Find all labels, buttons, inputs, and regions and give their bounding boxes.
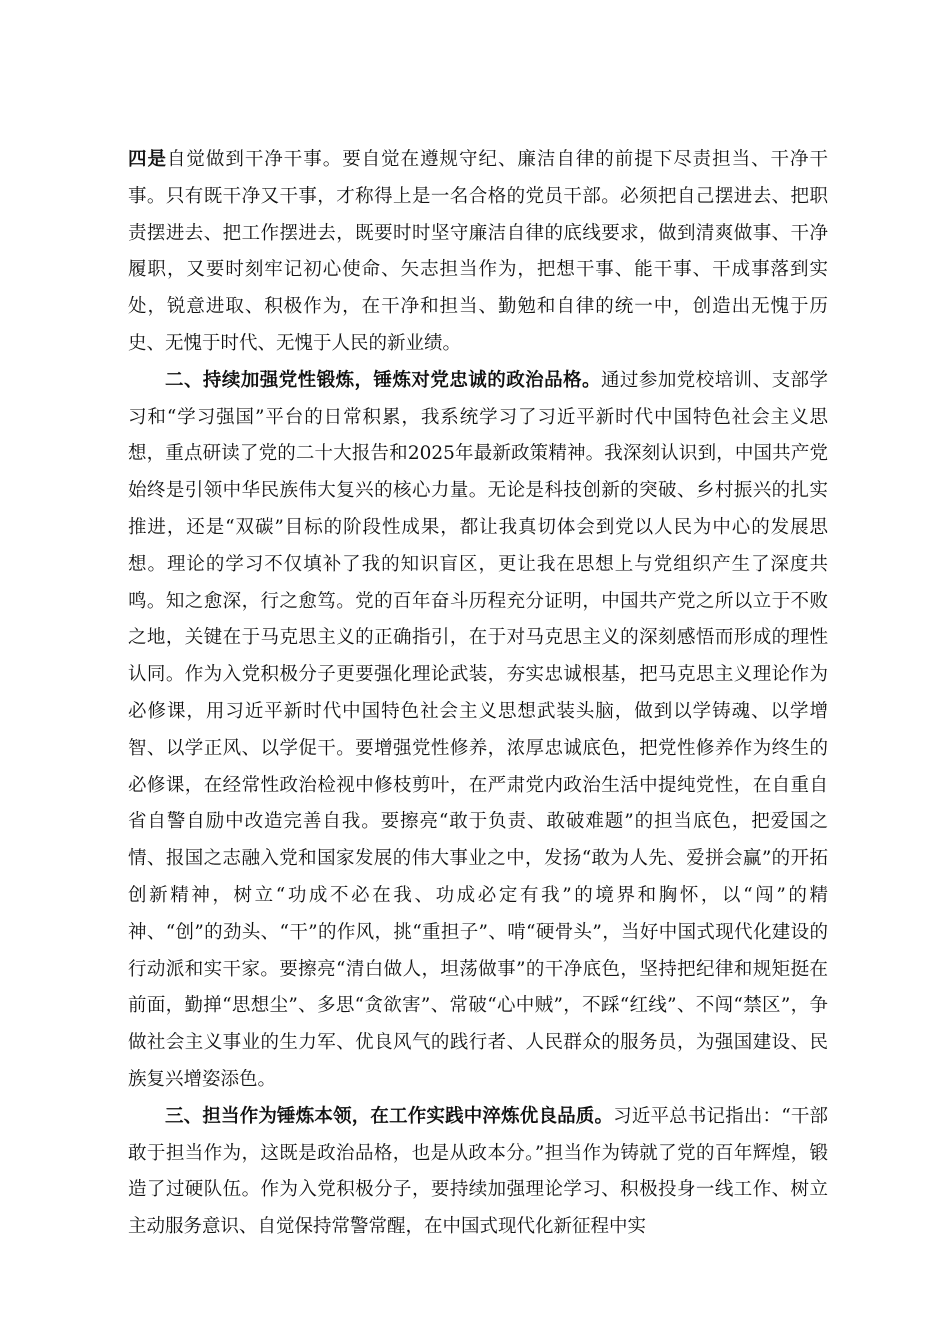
paragraph-section-two bbox=[128, 363, 828, 1099]
paragraph-text: 通过参加党校培训、支部学习和“学习强国”平台的日常积累，我系统学习了习近平新时代中国特色社会主义思想，重点研读了党的二十大报告和2025年最新政策精神。我深刻认识到，中国共产党始终是引领中华民族伟大复兴的核心力量。无论是科技创新的突破、乡村振兴的扎实推进，还是“双碳”目标的阶段性成果，都让我真切体会到党以人民为中心的发展思想。理论的学习不仅填补了我的知识盲区，更让我在思想上与党组织产生了深度共鸣。知之愈深，行之愈笃。党的百年奋斗历程充分证明，中国共产党之所以立于不败之地，关键在于马克思主义的正确指引，在于对马克思主义的深刻感悟而形成的理性认同。作为入党积极分子更要强化理论武装，夯实忠诚根基，把马克思主义理论作为必修课，用习近平新时代中国特色社会主义思想武装头脑，做到以学铸魂、以学增智、以学正风、以学促干。要增强党性修养，浓厚忠诚底色，把党性修养作为终生的必修课，在经常性政治检视中修枝剪叶，在严肃党内政治生活中提纯党性，在自重自省自警自励中改造完善自我。要擦亮“敢于负责、敢破难题”的担当底色，把爱国之情、报国之志融入党和国家发展的伟大事业之中，发扬“敢为人先、爱拼会赢”的开拓创新精神，树立“功成不必在我、功成必定有我”的境界和胸怀，以“闯”的精神、“创”的劲头、“干”的作风，挑“重担子”、啃“硬骨头”，当好中国式现代化建设的行动派和实干家。要擦亮“清白做人，坦荡做事”的干净底色，坚持把纪律和规矩挺在前面，勤掸“思想尘”、多思“贪欲害”、常破“心中贼”，不踩“红线”、不闯“禁区”，争做社会主义事业的生力军、优良风气的践行者、人民群众的服务员，为强国建设、民族复兴增姿添色。 bbox=[128, 369, 828, 1090]
document-body bbox=[128, 142, 828, 1246]
section-heading-three: 三、担当作为锤炼本领，在工作实践中淬炼优良品质。 bbox=[165, 1105, 614, 1127]
paragraph-text: 自觉做到干净干事。要自觉在遵规守纪、廉洁自律的前提下尽责担当、干净干事。只有既干净又干事，才称得上是一名合格的党员干部。必须把自己摆进去、把职责摆进去、把工作摆进去，既要时时坚守廉洁自律的底线要求，做到清爽做事、干净履职，又要时刻牢记初心使命、矢志担当作为，把想干事、能干事、干成事落到实处，锐意进取、积极作为，在干净和担当、勤勉和自律的统一中，创造出无愧于历史、无愧于时代、无愧于人民的新业绩。 bbox=[128, 149, 828, 354]
section-heading-two: 二、持续加强党性锻炼，锤炼对党忠诚的政治品格。 bbox=[165, 369, 601, 391]
paragraph-text: 习近平总书记指出：“干部敢于担当作为，这既是政治品格，也是从政本分。”担当作为铸就了党的百年辉煌，锻造了过硬队伍。作为入党积极分子，要持续加强理论学习、积极投身一线工作、树立主动服务意识、自觉保持常警常醒，在中国式现代化新征程中实 bbox=[128, 1105, 828, 1238]
paragraph-lead-bold: 四是 bbox=[128, 149, 167, 170]
paragraph-four-clean-work bbox=[128, 142, 828, 363]
paragraph-section-three bbox=[128, 1099, 828, 1246]
